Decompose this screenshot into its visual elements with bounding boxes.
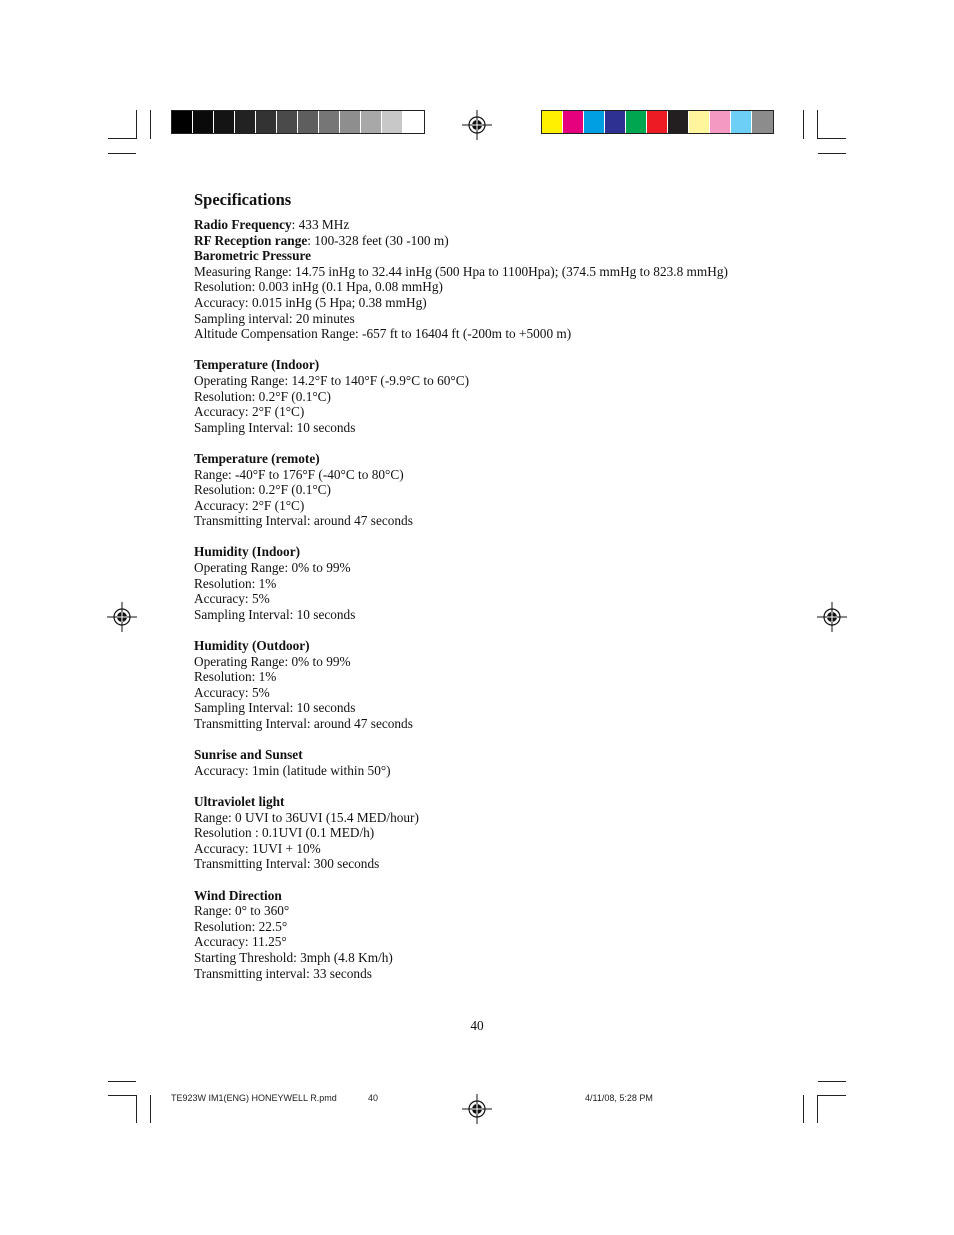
footer-datetime: 4/11/08, 5:28 PM	[585, 1093, 653, 1103]
spec-value: : 100-328 feet (30 -100 m)	[307, 232, 449, 248]
spec-line: Sampling Interval: 10 seconds	[194, 700, 356, 716]
spec-line: Accuracy: 1UVI + 10%	[194, 840, 321, 856]
grayscale-color-bar	[171, 110, 425, 134]
spec-line: Sampling Interval: 10 seconds	[194, 606, 356, 622]
spec-line	[194, 217, 754, 233]
section-heading: Temperature (Indoor)	[194, 357, 320, 373]
process-color-swatch	[584, 111, 605, 133]
spec-section	[194, 747, 754, 778]
grayscale-swatch	[193, 111, 214, 133]
grayscale-swatch	[235, 111, 256, 133]
spec-section	[194, 888, 754, 982]
process-color-swatch	[605, 111, 626, 133]
process-color-swatch	[542, 111, 563, 133]
spec-line: Transmitting Interval: 300 seconds	[194, 856, 380, 872]
process-color-bar	[541, 110, 774, 134]
section-heading: Humidity (Indoor)	[194, 544, 301, 560]
process-color-swatch	[668, 111, 689, 133]
process-color-swatch	[689, 111, 710, 133]
spec-line: Starting Threshold: 3mph (4.8 Km/h)	[194, 949, 393, 965]
intro-lines	[194, 217, 754, 248]
spec-sections	[194, 248, 754, 981]
spec-line: Resolution: 1%	[194, 575, 277, 591]
spec-line: Range: 0° to 360°	[194, 903, 290, 919]
spec-line: Range: -40°F to 176°F (-40°C to 80°C)	[194, 466, 404, 482]
process-color-swatch	[563, 111, 584, 133]
grayscale-swatch	[361, 111, 382, 133]
spec-line: Transmitting interval: 33 seconds	[194, 965, 372, 981]
grayscale-swatch	[319, 111, 340, 133]
grayscale-swatch	[214, 111, 235, 133]
spec-line: Accuracy: 5%	[194, 684, 270, 700]
process-color-swatch	[731, 111, 752, 133]
spec-line: Resolution: 0.003 inHg (0.1 Hpa, 0.08 mmHg)	[194, 279, 443, 295]
spec-line: Sampling interval: 20 minutes	[194, 310, 355, 326]
spec-line: Transmitting Interval: around 47 seconds	[194, 513, 413, 529]
spec-line: Accuracy: 5%	[194, 591, 270, 607]
spec-line: Altitude Compensation Range: -657 ft to 16404 ft (-200m to +5000 m)	[194, 326, 572, 342]
spec-label: Radio Frequency	[194, 217, 292, 232]
spec-line: Accuracy: 0.015 inHg (5 Hpa; 0.38 mmHg)	[194, 294, 427, 310]
registration-mark-icon	[462, 110, 492, 140]
process-color-swatch	[710, 111, 731, 133]
process-color-swatch	[647, 111, 668, 133]
registration-mark-icon	[107, 602, 137, 632]
spec-value: : 433 MHz	[291, 217, 350, 232]
section-heading: Wind Direction	[194, 887, 282, 903]
grayscale-swatch	[172, 111, 193, 133]
process-color-swatch	[752, 111, 773, 133]
spec-line: Resolution: 0.2°F (0.1°C)	[194, 482, 331, 498]
spec-label: RF Reception range	[194, 232, 308, 248]
process-color-swatch	[626, 111, 647, 133]
grayscale-swatch	[403, 111, 424, 133]
spec-line: Accuracy: 11.25°	[194, 934, 287, 950]
spec-line: Accuracy: 2°F (1°C)	[194, 497, 305, 513]
section-heading: Temperature (remote)	[194, 450, 320, 466]
spec-line: Range: 0 UVI to 36UVI (15.4 MED/hour)	[194, 809, 419, 825]
spec-section	[194, 248, 754, 342]
spec-section	[194, 544, 754, 622]
spec-line: Operating Range: 0% to 99%	[194, 560, 351, 576]
spec-line: Resolution: 1%	[194, 669, 277, 685]
specifications-section	[194, 189, 754, 997]
spec-line: Operating Range: 0% to 99%	[194, 653, 351, 669]
spec-line: Accuracy: 2°F (1°C)	[194, 404, 305, 420]
spec-line: Measuring Range: 14.75 inHg to 32.44 inHg (500 Hpa to 1100Hpa); (374.5 mmHg to 823.8 mmHg)	[194, 263, 728, 279]
registration-mark-icon	[817, 602, 847, 632]
spec-line: Operating Range: 14.2°F to 140°F (-9.9°C to 60°C)	[194, 372, 470, 388]
grayscale-swatch	[298, 111, 319, 133]
spec-section	[194, 357, 754, 435]
page-number: 40	[470, 1018, 484, 1033]
spec-line: Accuracy: 1min (latitude within 50°)	[194, 762, 391, 778]
spec-line: Resolution : 0.1UVI (0.1 MED/h)	[194, 825, 375, 841]
spec-section	[194, 451, 754, 529]
section-heading: Sunrise and Sunset	[194, 747, 303, 763]
grayscale-swatch	[277, 111, 298, 133]
spec-line: Transmitting Interval: around 47 seconds	[194, 716, 413, 731]
section-heading: Ultraviolet light	[194, 793, 285, 809]
spec-section	[194, 638, 754, 732]
spec-line: Resolution: 0.2°F (0.1°C)	[194, 388, 331, 404]
footer-file-name: TE923W IM1(ENG) HONEYWELL R.pmd	[171, 1093, 337, 1103]
spec-section	[194, 794, 754, 872]
footer-page: 40	[368, 1093, 379, 1103]
grayscale-swatch	[382, 111, 403, 133]
grayscale-swatch	[256, 111, 277, 133]
spec-line	[194, 233, 754, 249]
spec-line: Sampling Interval: 10 seconds	[194, 419, 356, 435]
page-title: Specifications	[194, 190, 292, 209]
spec-line: Resolution: 22.5°	[194, 918, 288, 934]
section-heading: Barometric Pressure	[194, 248, 312, 264]
grayscale-swatch	[340, 111, 361, 133]
section-heading: Humidity (Outdoor)	[194, 638, 310, 654]
registration-mark-icon	[462, 1094, 492, 1124]
